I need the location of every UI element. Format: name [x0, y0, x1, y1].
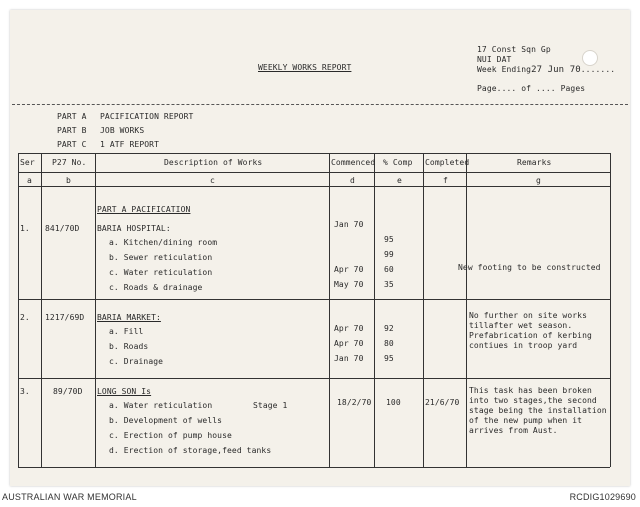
table-top-border: [18, 153, 610, 154]
week-ending-date: 27 Jun 70: [531, 65, 581, 75]
page-count: Page.... of .... Pages: [477, 84, 586, 93]
row-remark: New footing to be constructed: [458, 263, 601, 272]
item-desc: d. Erection of storage,feed tanks: [109, 446, 272, 455]
column-line: [610, 153, 611, 467]
col-letter: c: [210, 176, 215, 185]
item-commenced: May 70: [334, 280, 364, 289]
col-header-completed: Completed: [425, 158, 470, 167]
part-c-text: 1 ATF REPORT: [100, 140, 159, 149]
row-p27: 1217/69D: [45, 313, 85, 322]
col-letter: a: [27, 176, 32, 185]
col-letter: g: [536, 176, 541, 185]
part-c-label: PART C: [57, 140, 87, 149]
column-line: [466, 153, 467, 467]
col-header-commenced: Commenced: [331, 158, 376, 167]
item-pct: 35: [384, 280, 394, 289]
punch-hole: [582, 50, 598, 66]
archive-id: RCDIG1029690: [569, 492, 636, 502]
report-title: WEEKLY WORKS REPORT: [258, 63, 352, 72]
col-header-ser: Ser: [20, 158, 35, 167]
unit-location: NUI DAT: [477, 55, 512, 64]
row-title: BARIA HOSPITAL:: [97, 224, 171, 233]
row-divider: [18, 378, 610, 379]
item-commenced: Apr 70: [334, 265, 364, 274]
row-remark: arrives from Aust.: [469, 426, 558, 435]
archive-credit: AUSTRALIAN WAR MEMORIAL: [2, 492, 137, 502]
row-ser: 2.: [20, 313, 30, 322]
column-line: [329, 153, 330, 467]
item-commenced: Jan 70: [334, 354, 364, 363]
table-header-border: [18, 172, 610, 173]
row-title: LONG SON Is: [97, 387, 152, 396]
item-desc: c. Water reticulation: [109, 268, 213, 277]
col-letter: f: [443, 176, 448, 185]
item-pct: 60: [384, 265, 394, 274]
part-b-text: JOB WORKS: [100, 126, 145, 135]
item-stage: Stage 1: [253, 401, 288, 410]
column-line: [423, 153, 424, 467]
item-pct: 99: [384, 250, 394, 259]
row-ser: 1.: [20, 224, 30, 233]
week-ending: Week Ending27 Jun 70.......: [477, 65, 616, 75]
item-pct: 100: [386, 398, 401, 407]
row-commenced: Jan 70: [334, 220, 364, 229]
col-letter: d: [350, 176, 355, 185]
row-divider: [18, 299, 610, 300]
item-commenced: 18/2/70: [337, 398, 372, 407]
row-remark: stage being the installation: [469, 406, 607, 415]
row-p27: 841/70D: [45, 224, 80, 233]
item-completed: 21/6/70: [425, 398, 460, 407]
row-remark: tillafter wet season.: [469, 321, 573, 330]
column-line: [41, 153, 42, 467]
item-commenced: Apr 70: [334, 324, 364, 333]
part-a-label: PART A: [57, 112, 87, 121]
section-heading: PART A PACIFICATION: [97, 205, 191, 214]
column-line: [18, 153, 19, 467]
column-line: [374, 153, 375, 467]
row-remark: Prefabrication of kerbing: [469, 331, 592, 340]
table-bottom-border: [18, 467, 610, 468]
item-pct: 95: [384, 354, 394, 363]
item-commenced: Apr 70: [334, 339, 364, 348]
item-pct: 95: [384, 235, 394, 244]
column-line: [95, 153, 96, 467]
item-desc: a. Fill: [109, 327, 144, 336]
row-ser: 3.: [20, 387, 30, 396]
row-title: BARIA MARKET:: [97, 313, 161, 322]
item-desc: b. Sewer reticulation: [109, 253, 213, 262]
row-remark: contiues in troop yard: [469, 341, 578, 350]
item-desc: a. Kitchen/dining room: [109, 238, 218, 247]
item-pct: 80: [384, 339, 394, 348]
item-desc: c. Roads & drainage: [109, 283, 203, 292]
part-a-text: PACIFICATION REPORT: [100, 112, 194, 121]
item-desc: c. Erection of pump house: [109, 431, 232, 440]
header-divider: [12, 104, 628, 105]
item-pct: 92: [384, 324, 394, 333]
part-b-label: PART B: [57, 126, 87, 135]
item-desc: b. Roads: [109, 342, 149, 351]
col-header-remarks: Remarks: [517, 158, 552, 167]
row-remark: into two stages,the second: [469, 396, 597, 405]
row-remark: of the new pump when it: [469, 416, 583, 425]
table-letter-border: [18, 186, 610, 187]
item-desc: c. Drainage: [109, 357, 164, 366]
col-header-description: Description of Works: [164, 158, 263, 167]
col-letter: e: [397, 176, 402, 185]
row-remark: This task has been broken: [469, 386, 592, 395]
item-desc: b. Development of wells: [109, 416, 223, 425]
col-header-p27: P27 No.: [52, 158, 87, 167]
unit-name: 17 Const Sqn Gp: [477, 45, 551, 54]
row-p27: 89/70D: [53, 387, 83, 396]
col-letter: b: [66, 176, 71, 185]
col-header-pct-comp: % Comp: [383, 158, 413, 167]
item-desc: a. Water reticulation: [109, 401, 213, 410]
row-remark: No further on site works: [469, 311, 587, 320]
